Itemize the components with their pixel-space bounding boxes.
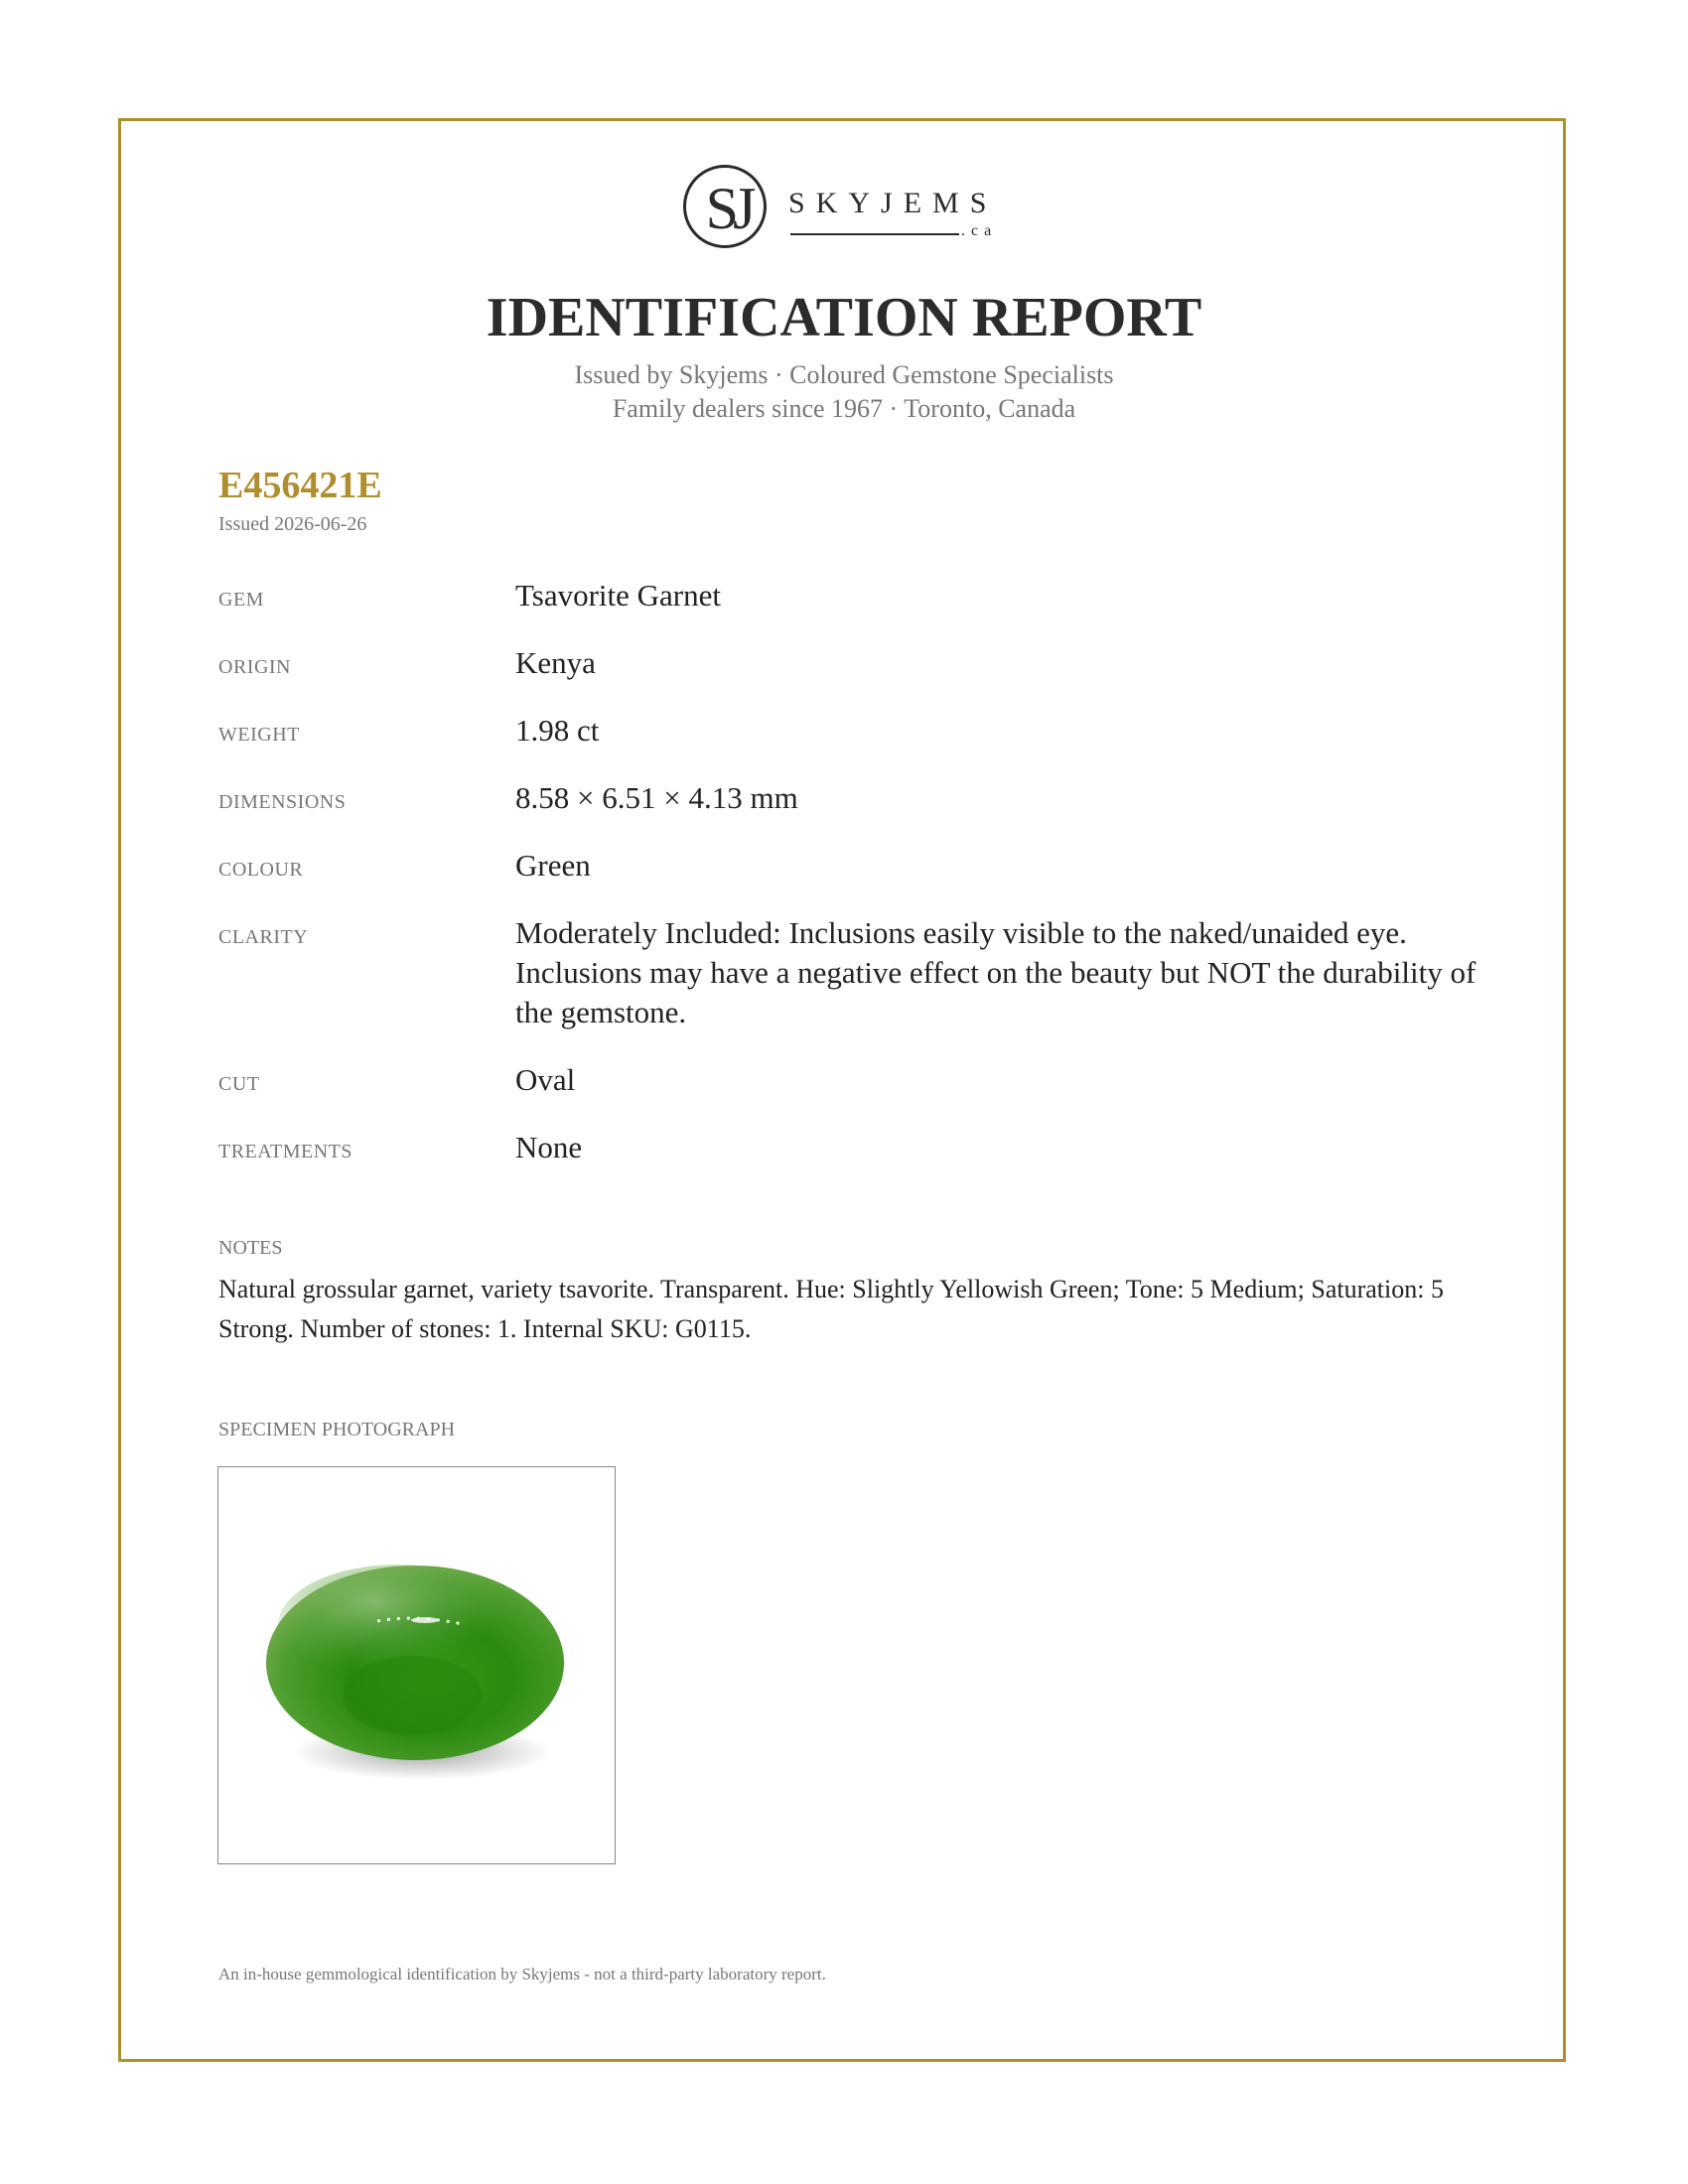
- gem-value: Tsavorite Garnet: [515, 578, 721, 613]
- colour-value: Green: [515, 848, 591, 883]
- logo-wordmark: SKYJEMS: [788, 187, 998, 219]
- dimensions-label: DIMENSIONS: [218, 791, 347, 813]
- gem-inner-depth: [343, 1656, 482, 1735]
- specimen-photo-label: SPECIMEN PHOTOGRAPH: [218, 1419, 456, 1440]
- weight-value: 1.98 ct: [515, 713, 600, 748]
- origin-value: Kenya: [515, 645, 596, 680]
- treatments-label: TREATMENTS: [218, 1141, 352, 1162]
- gem-highlight-spot: [411, 1617, 439, 1623]
- specimen-photo: [217, 1466, 616, 1864]
- logo-domain-suffix: .ca: [961, 222, 998, 239]
- treatments-value: None: [515, 1130, 583, 1164]
- report-title: IDENTIFICATION REPORT: [486, 287, 1202, 348]
- clarity-value: Moderately Included: Inclusions easily visible to the naked/unaided eye. Inclusions may have a negative effect on the beauty but NOT the durability of the gemstone.: [515, 915, 1477, 1029]
- report-subtitle-issuer: Issued by Skyjems · Coloured Gemstone Specialists: [574, 360, 1114, 389]
- notes-text: Natural grossular garnet, variety tsavorite. Transparent. Hue: Slightly Yellowish Green; Tone: 5 Medium; Saturation: 5 Strong. Number of stones: 1. Internal SKU: G0115.: [218, 1275, 1444, 1343]
- colour-label: COLOUR: [218, 859, 304, 881]
- logo-underline: [790, 233, 959, 235]
- issue-date: Issued 2026-06-26: [218, 513, 367, 535]
- notes-label: NOTES: [218, 1237, 283, 1259]
- cut-value: Oval: [515, 1062, 576, 1097]
- report-subtitle-location: Family dealers since 1967 · Toronto, Canada: [612, 394, 1076, 423]
- report-id: E456421E: [218, 465, 382, 506]
- gemstone-image: [218, 1467, 614, 1862]
- clarity-label: CLARITY: [218, 926, 309, 948]
- cut-label: CUT: [218, 1073, 260, 1095]
- origin-label: ORIGIN: [218, 656, 291, 678]
- logo-monogram: SJ: [705, 176, 751, 241]
- report-disclaimer: An in-house gemmological identification by Skyjems - not a third-party laboratory report.: [218, 1965, 826, 1983]
- logo-monogram-circle: [683, 165, 767, 248]
- weight-label: WEIGHT: [218, 724, 300, 746]
- gem-label: GEM: [218, 589, 264, 611]
- skyjems-logo: [683, 165, 1011, 264]
- dimensions-value: 8.58 × 6.51 × 4.13 mm: [515, 780, 798, 815]
